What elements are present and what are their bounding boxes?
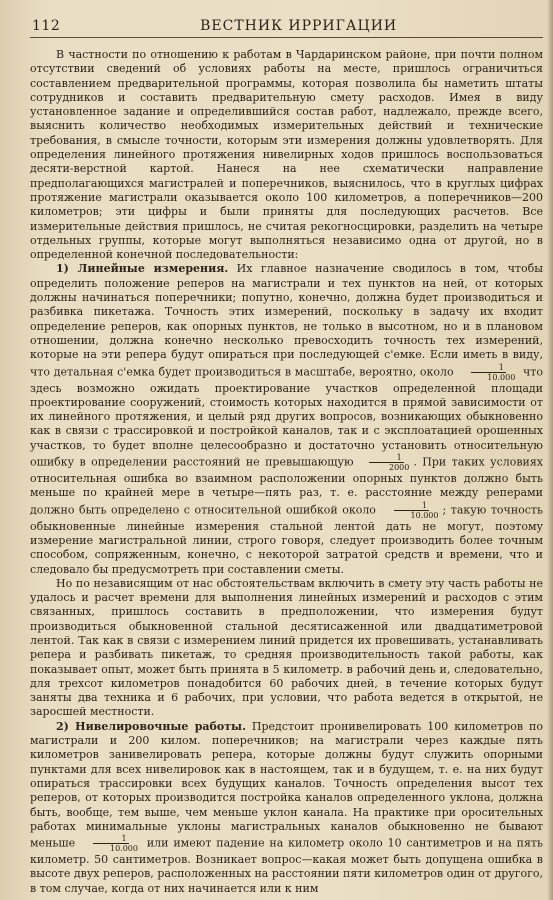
text-levelling-b: или имеют падение на километр около 10 сантиметров и на пять километр. 50 сантиметров. Возникает вопрос—какая может быть допущена ошибка в высоте двух реперов, расположенных на расстоянии пяти километров один от другого, в том случае, когда от них начинается или к ним [30, 836, 544, 895]
fraction-numerator: 1 [471, 363, 506, 373]
fraction-numerator: 1 [394, 501, 429, 511]
journal-title: ВЕСТНИК ИРРИГАЦИИ [200, 18, 398, 34]
text-linear-c: проектирование сооружений, стоимость которых находится в прямой зависимости от их линейного протяжения, и целый ряд других вопросов, возникающих обыкновенно как в связи с трассировкой и постройкой каналов, так и с эксплоатацией орошенных участков, то будет вполне целесообразно и достаточно установить относительную ошибку в определении расстояний не превышающую [30, 395, 543, 469]
text-linear-d: . При таких условиях относительная ошибка во взаимном расположении опорных пунктов должно быть меньше по крайней мере в четыре—пять раз, т. е. расстояние между реперами должно быть определено с относительной ошибкой около [30, 455, 544, 517]
fraction-denominator: 2000 [388, 463, 410, 473]
fraction-numerator: 1 [93, 834, 128, 844]
section-heading-levelling: 2) Нивелировочные работы. [56, 719, 246, 733]
paragraph-levelling [30, 720, 543, 896]
fraction-denominator: 10.000 [487, 372, 516, 382]
fraction-numerator: 1 [369, 453, 404, 463]
text-linear-e: ; такую точность обыкновенные линейные измерения стальной лентой дать не могут, поэтому измерение магистральной линии, строго говоря, следует производить более точным способом, сопряженным, конечно, с некоторой затратой средств и времени, что и следовало бы предусмотреть при составлении сметы. [30, 503, 544, 576]
section-heading-linear: 1) Линейные измерения. [56, 262, 229, 276]
fraction-scale [459, 363, 517, 382]
fraction-denominator: 10.000 [410, 510, 439, 520]
fraction-repers-error [382, 501, 440, 520]
paragraph-estimate: Но по независящим от нас обстоятельствам включить в смету эту часть работы не удалось и расчет времени для выполнения линейных измерений и расходов с этим связанных, пришлось составить в предположении, что измерения будут производиться обыкновенной стальной десятисаженной или двадцатиметровой лентой. Так как в связи с измерением линий придется их провешивать, устанавливать репера и разбивать пикетаж, то средняя производительность такой работы, как показывает опыт, может быть принята в 5 километр. в рабочий день и, следовательно, для трехсот километров понадобится 60 рабочих дней, в течение которых будут заняты два техника и 6 рабочих, при условии, что работа ведется в открытой, не заросшей местности. [30, 576, 543, 719]
fraction-denominator: 10.000 [109, 844, 138, 854]
page-header [30, 18, 543, 38]
fraction-distance-error [361, 453, 411, 472]
paragraph-intro: В частности по отношению к работам в Чардаринском районе, при почти полном отсутствии сведений об условиях работы на месте, пришлось ограничиться составлением предварительной программы, которая позволила бы наметить штаты сотрудников и составить предварительную смету расходов. Имея в виду установленное задание и определившийся состав работ, надлежало, прежде всего, выяснить количество необходимых измерительных действий и технические требования, в смысле точности, которым эти измерения должны удовлетворять. Для определения линейного протяжения нивелирных ходов пришлось воспользоваться десяти-верстной картой. Нанеся на нее схематически направление предполагающихся магистралей и поперечников, выяснилось, что в круглых цифрах протяжение магистрали оказывается около 100 километров, а поперечников—200 километров; эти цифры и были приняты для последующих расчетов. Все измерительные действия пришлось, не считая рекогносцировки, разделить на четыре отдельных группы, которые могут выполняться независимо одна от другой, но в определенной конечной последовательности: [30, 48, 543, 262]
text-linear-a: Их главное назначение сводилось в том, чтобы определить положение реперов на магистрали и тех пунктов на ней, от которых должны начинаться поперечники; попутно, конечно, должна будет производиться и разбивка пикетажа. Точность этих измерений, поскольку в задачу их входит определение реперов, как опорных пунктов, не только в высотном, но и в плановом отношении, должна конечно несколько превосходить точность тех измерений, которые на эти репера будут опираться при последующей с'емке. Если иметь в виду, что детальная с'емка будет производиться в масштабе, вероятно, около [30, 262, 543, 379]
paragraph-linear-measurements [30, 262, 543, 576]
fraction-min-slope [82, 834, 140, 853]
article-body [30, 48, 543, 896]
page-number: 112 [32, 18, 61, 34]
text-linear-b: что здесь возможно ожидать проектирование участков определенной площади [30, 365, 543, 395]
page-binding-shadow [547, 0, 553, 900]
text-levelling-a: Предстоит пронивелировать 100 километров по магистрали и 200 килом. поперечников; на магистрали через каждые пять километров занивелировать репера, которые должны будут служить опорными пунктами для всех нивелировок как в настоящем, так и в будущем, т. е. на них будут опираться трассировки всех будущих каналов. Точность определения высот тех реперов, от которых производится постройка каналов определенного уклона, должна быть, вообще, тем выше, чем меньше уклон канала. На практике при оросительных работах минимальные уклоны магистральных каналов обыкновенно не бывают меньше [30, 719, 543, 850]
